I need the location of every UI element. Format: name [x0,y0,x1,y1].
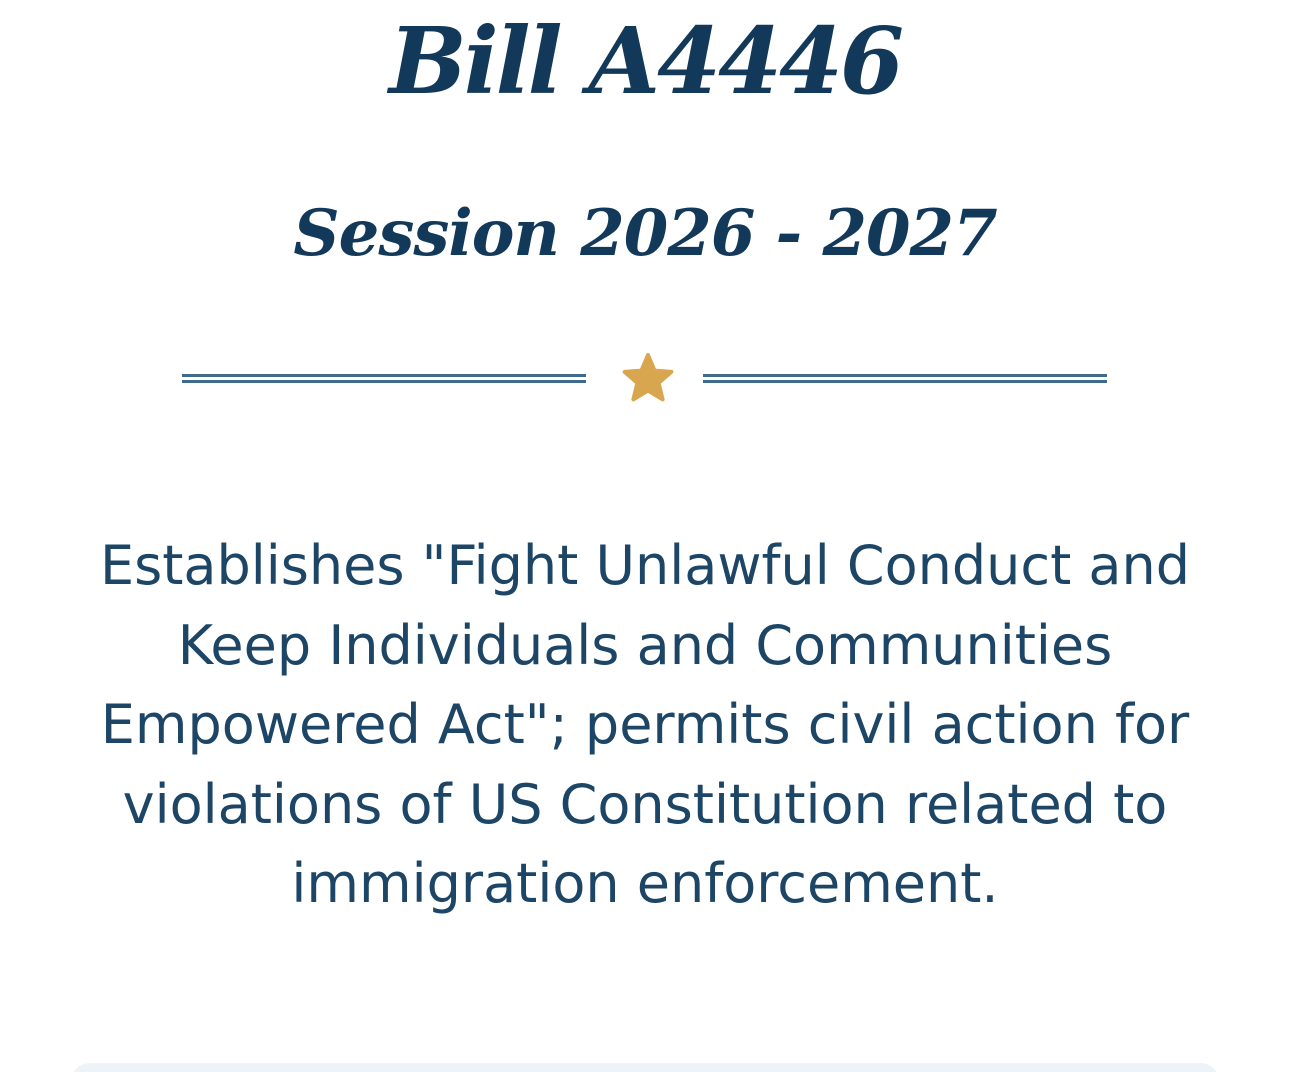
divider-line-right [703,374,1107,383]
star-divider [0,348,1290,408]
divider-line-left [182,374,586,383]
star-icon [620,352,676,406]
bottom-panel [70,1063,1220,1072]
bill-title: Bill A4446 [388,7,902,115]
session-title: Session 2026 - 2027 [293,196,997,271]
bill-description: Establishes "Fight Unlawful Conduct and Keep Individuals and Communities Empowered Act"; permits civil action for violations of US Constitution related to immigration enforcement. [100,534,1190,915]
